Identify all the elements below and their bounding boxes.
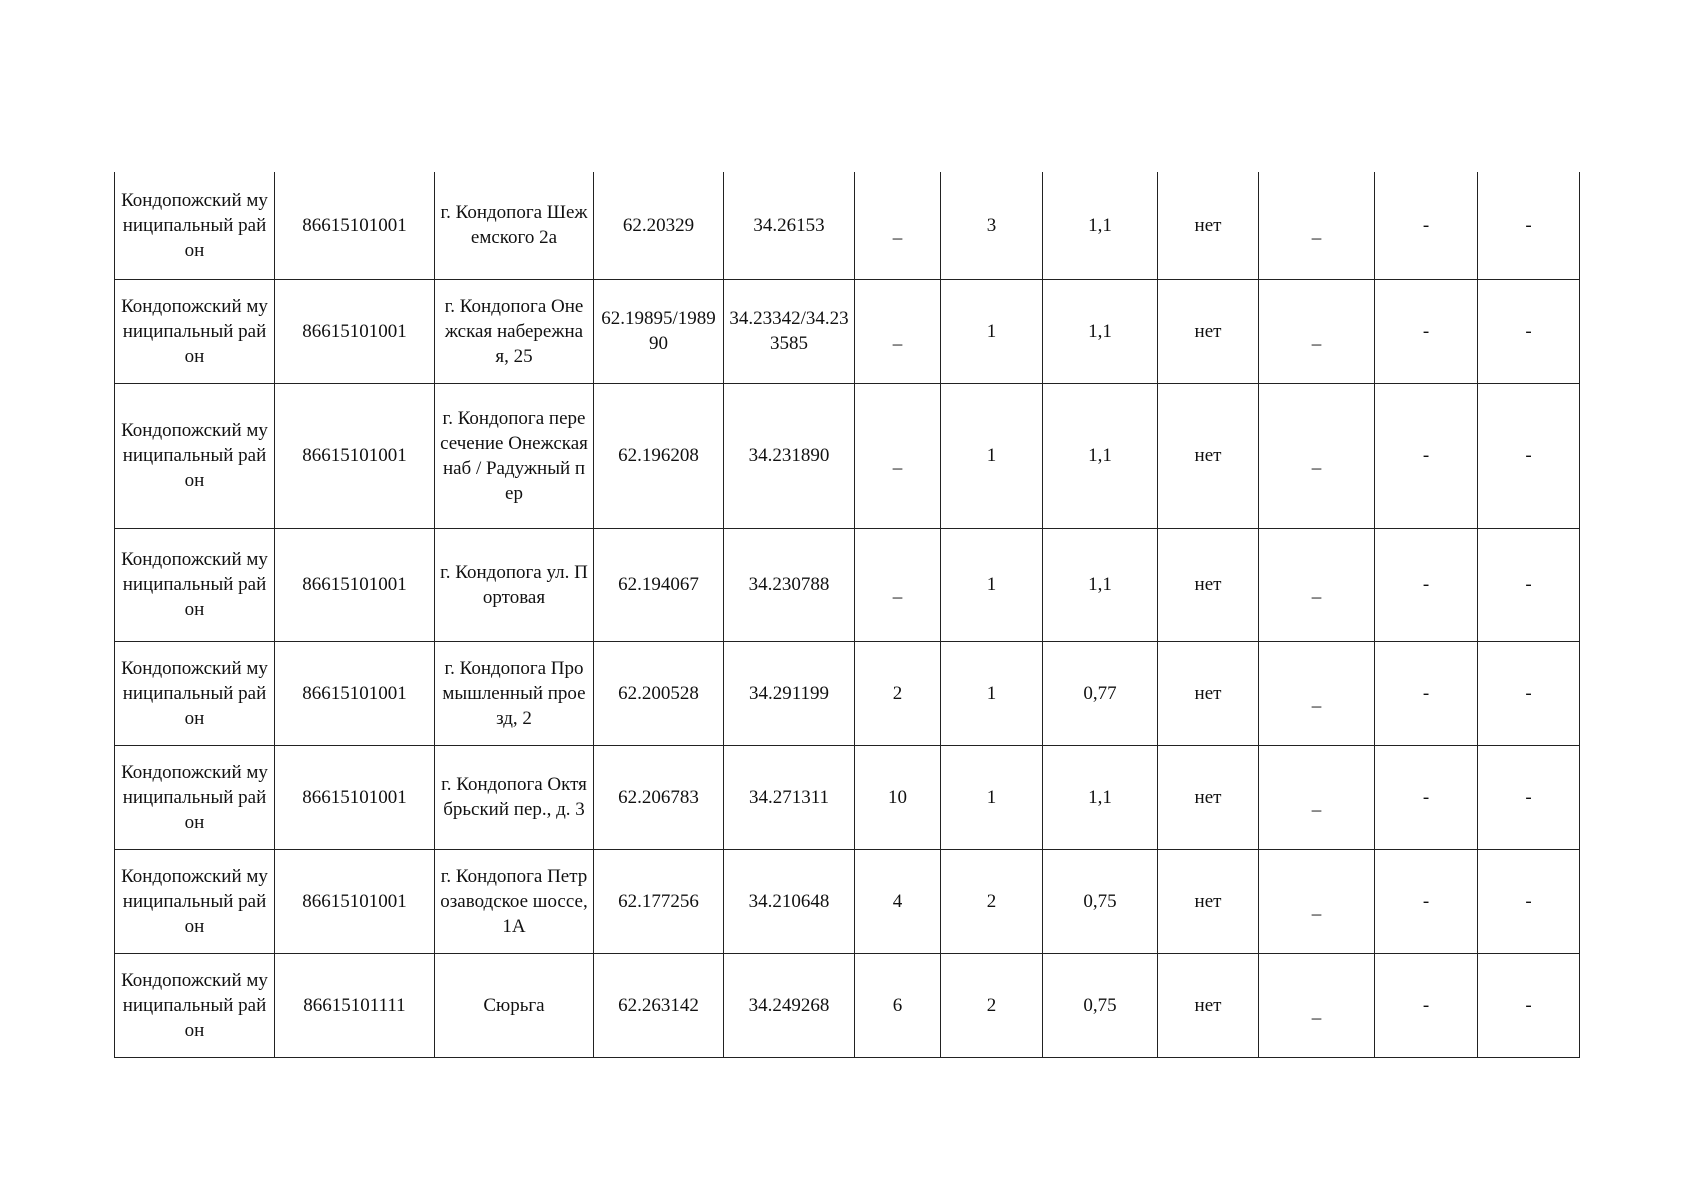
- col10-value: _: [1311, 451, 1322, 472]
- longitude-cell: 34.210648: [724, 849, 855, 953]
- address-cell: г. Кондопога Онежская набережная, 25: [435, 279, 594, 383]
- latitude-cell: 62.19895/198990: [594, 279, 724, 383]
- col9-cell: нет: [1158, 849, 1259, 953]
- address-cell: г. Кондопога ул. Портовая: [435, 528, 594, 641]
- col10-cell: [1259, 849, 1375, 953]
- district-cell: Кондопожский муниципальный район: [115, 279, 275, 383]
- district-cell: Кондопожский муниципальный район: [115, 641, 275, 745]
- col6-value: _: [892, 220, 903, 242]
- col10-value: _: [1311, 688, 1322, 710]
- col7-cell: 1: [941, 528, 1043, 641]
- data-table: [114, 172, 1580, 1058]
- latitude-cell: 62.263142: [594, 953, 724, 1057]
- code-cell: 86615101001: [275, 849, 435, 953]
- col12-cell: -: [1478, 279, 1580, 383]
- col10-value: _: [1311, 792, 1322, 814]
- col6-cell: [855, 172, 941, 279]
- table-row: [115, 745, 1580, 849]
- latitude-cell: 62.20329: [594, 172, 724, 279]
- col12-cell: -: [1478, 383, 1580, 528]
- code-cell: 86615101001: [275, 641, 435, 745]
- longitude-cell: 34.26153: [724, 172, 855, 279]
- address-cell: Сюрьга: [435, 953, 594, 1057]
- col10-cell: [1259, 953, 1375, 1057]
- col10-cell: [1259, 172, 1375, 279]
- col12-cell: -: [1478, 849, 1580, 953]
- col11-cell: -: [1375, 528, 1478, 641]
- col11-cell: -: [1375, 745, 1478, 849]
- col10-cell: [1259, 383, 1375, 528]
- col11-cell: -: [1375, 172, 1478, 279]
- col10-cell: [1259, 279, 1375, 383]
- col6-cell: 10: [855, 745, 941, 849]
- col12-cell: -: [1478, 172, 1580, 279]
- table-row: [115, 172, 1580, 279]
- longitude-cell: 34.231890: [724, 383, 855, 528]
- table-row: [115, 849, 1580, 953]
- table-row: [115, 641, 1580, 745]
- district-cell: Кондопожский муниципальный район: [115, 528, 275, 641]
- col8-cell: 0,77: [1043, 641, 1158, 745]
- address-cell: г. Кондопога Промышленный проезд, 2: [435, 641, 594, 745]
- col10-value: _: [1311, 580, 1322, 601]
- col9-cell: нет: [1158, 641, 1259, 745]
- address-cell: г. Кондопога Шежемского 2а: [435, 172, 594, 279]
- longitude-cell: 34.291199: [724, 641, 855, 745]
- col7-cell: 1: [941, 641, 1043, 745]
- col12-cell: -: [1478, 528, 1580, 641]
- latitude-cell: 62.194067: [594, 528, 724, 641]
- district-cell: Кондопожский муниципальный район: [115, 172, 275, 279]
- col7-cell: 1: [941, 279, 1043, 383]
- code-cell: 86615101001: [275, 279, 435, 383]
- col9-cell: нет: [1158, 745, 1259, 849]
- latitude-cell: 62.206783: [594, 745, 724, 849]
- code-cell: 86615101111: [275, 953, 435, 1057]
- col10-cell: [1259, 641, 1375, 745]
- col6-cell: 2: [855, 641, 941, 745]
- col9-cell: нет: [1158, 172, 1259, 279]
- district-cell: Кондопожский муниципальный район: [115, 745, 275, 849]
- col11-cell: -: [1375, 279, 1478, 383]
- longitude-cell: 34.23342/34.233585: [724, 279, 855, 383]
- col8-cell: 1,1: [1043, 279, 1158, 383]
- longitude-cell: 34.230788: [724, 528, 855, 641]
- latitude-cell: 62.200528: [594, 641, 724, 745]
- col7-cell: 2: [941, 953, 1043, 1057]
- col6-cell: [855, 528, 941, 641]
- col9-cell: нет: [1158, 279, 1259, 383]
- latitude-cell: 62.177256: [594, 849, 724, 953]
- col10-value: _: [1311, 326, 1322, 348]
- col10-cell: [1259, 528, 1375, 641]
- col8-cell: 0,75: [1043, 849, 1158, 953]
- col8-cell: 1,1: [1043, 383, 1158, 528]
- col6-value: _: [892, 451, 903, 472]
- col10-value: _: [1311, 220, 1322, 242]
- col7-cell: 1: [941, 383, 1043, 528]
- col8-cell: 1,1: [1043, 528, 1158, 641]
- address-cell: г. Кондопога пересечение Онежская наб / Радужный пер: [435, 383, 594, 528]
- col11-cell: -: [1375, 953, 1478, 1057]
- col6-cell: [855, 279, 941, 383]
- table-row: [115, 528, 1580, 641]
- code-cell: 86615101001: [275, 745, 435, 849]
- code-cell: 86615101001: [275, 528, 435, 641]
- col10-value: _: [1311, 1000, 1322, 1022]
- district-cell: Кондопожский муниципальный район: [115, 953, 275, 1057]
- table-row: [115, 953, 1580, 1057]
- district-cell: Кондопожский муниципальный район: [115, 849, 275, 953]
- col7-cell: 2: [941, 849, 1043, 953]
- col10-value: _: [1311, 896, 1322, 918]
- col6-cell: 6: [855, 953, 941, 1057]
- district-cell: Кондопожский муниципальный район: [115, 383, 275, 528]
- col9-cell: нет: [1158, 953, 1259, 1057]
- col7-cell: 3: [941, 172, 1043, 279]
- col12-cell: -: [1478, 745, 1580, 849]
- table-row: [115, 279, 1580, 383]
- latitude-cell: 62.196208: [594, 383, 724, 528]
- code-cell: 86615101001: [275, 383, 435, 528]
- col10-cell: [1259, 745, 1375, 849]
- col12-cell: -: [1478, 953, 1580, 1057]
- col9-cell: нет: [1158, 528, 1259, 641]
- col8-cell: 1,1: [1043, 745, 1158, 849]
- col9-cell: нет: [1158, 383, 1259, 528]
- col6-value: _: [892, 580, 903, 601]
- address-cell: г. Кондопога Петрозаводское шоссе, 1А: [435, 849, 594, 953]
- col11-cell: -: [1375, 383, 1478, 528]
- col6-cell: [855, 383, 941, 528]
- col7-cell: 1: [941, 745, 1043, 849]
- col6-cell: 4: [855, 849, 941, 953]
- col8-cell: 0,75: [1043, 953, 1158, 1057]
- longitude-cell: 34.249268: [724, 953, 855, 1057]
- col6-value: _: [892, 326, 903, 348]
- col8-cell: 1,1: [1043, 172, 1158, 279]
- col11-cell: -: [1375, 641, 1478, 745]
- address-cell: г. Кондопога Октябрьский пер., д. 3: [435, 745, 594, 849]
- col11-cell: -: [1375, 849, 1478, 953]
- longitude-cell: 34.271311: [724, 745, 855, 849]
- col12-cell: -: [1478, 641, 1580, 745]
- table-row: [115, 383, 1580, 528]
- code-cell: 86615101001: [275, 172, 435, 279]
